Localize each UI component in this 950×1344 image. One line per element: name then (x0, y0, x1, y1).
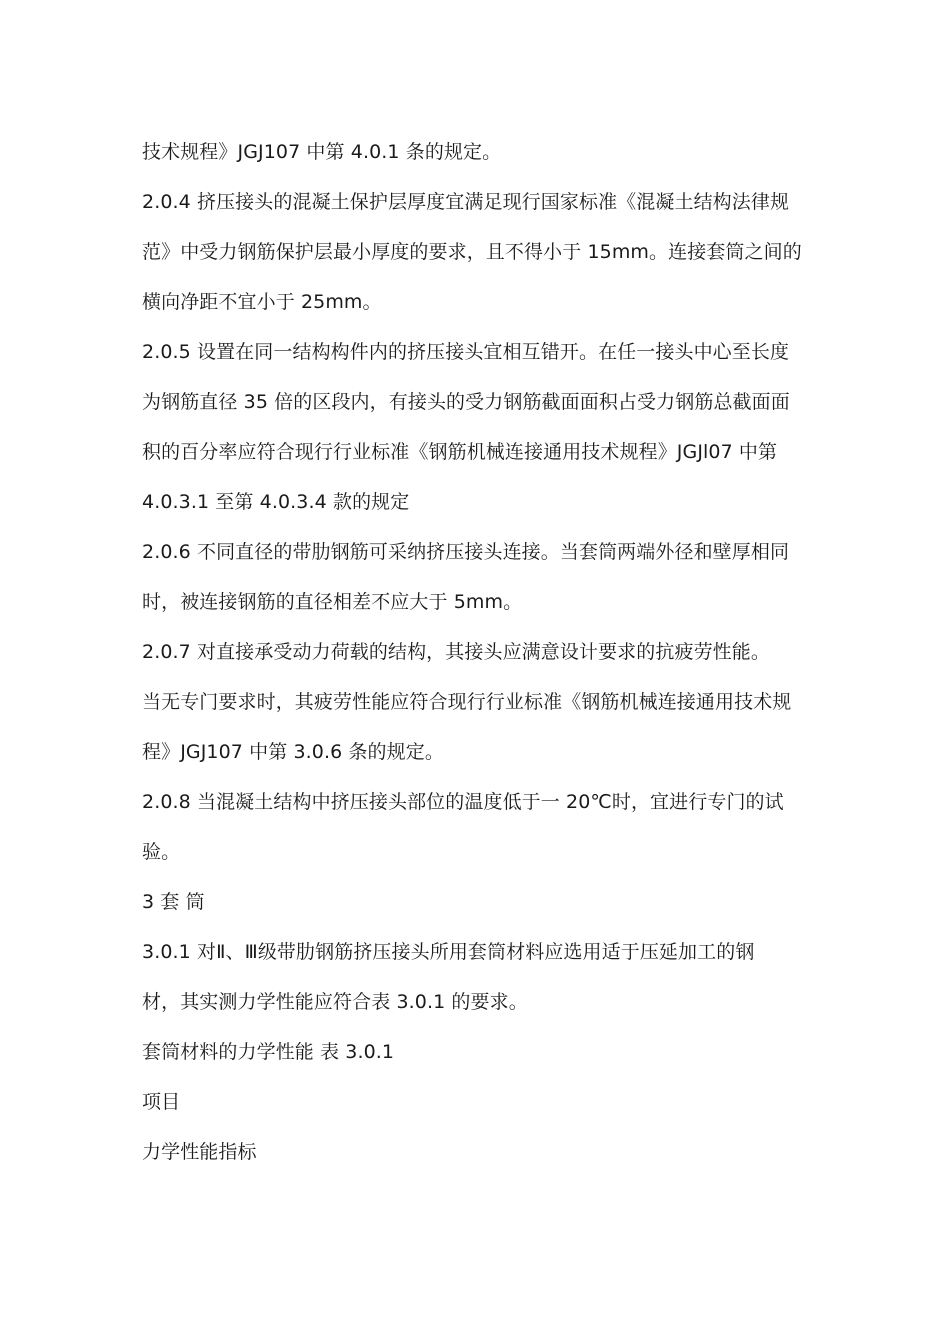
text-line: 当无专门要求时，其疲劳性能应符合现行行业标准《钢筋机械连接通用技术规 (142, 691, 792, 713)
text-line: 3.0.1 对Ⅱ、Ⅲ级带肋钢筋挤压接头所用套筒材料应选用适于压延加工的钢 (142, 941, 755, 963)
table-caption: 套筒材料的力学性能 表 3.0.1 (142, 1041, 395, 1063)
section-heading: 3 套 筒 (142, 891, 205, 913)
text-line: 2.0.5 设置在同一结构构件内的挤压接头宜相互错开。在任一接头中心至长度 (142, 341, 790, 363)
text-line: 时，被连接钢筋的直径相差不应大于 5mm。 (142, 591, 523, 613)
text-line: 积的百分率应符合现行行业标准《钢筋机械连接通用技术规程》JGJl07 中第 (142, 441, 778, 463)
text-line: 2.0.7 对直接承受动力荷载的结构，其接头应满意设计要求的抗疲劳性能。 (142, 641, 770, 663)
document-body (142, 132, 810, 1182)
text-line: 2.0.6 不同直径的带肋钢筋可采纳挤压接头连接。当套筒两端外径和壁厚相同 (142, 541, 790, 563)
text-line: 2.0.8 当混凝土结构中挤压接头部位的温度低于一 20℃时，宜进行专门的试 (142, 791, 784, 813)
text-line: 横向净距不宜小于 25mm。 (142, 291, 382, 313)
table-header-item: 项目 (142, 1091, 181, 1113)
text-line: 为钢筋直径 35 倍的区段内，有接头的受力钢筋截面面积占受力钢筋总截面面 (142, 391, 790, 413)
text-line: 程》JGJ107 中第 3.0.6 条的规定。 (142, 741, 444, 763)
text-line: 材，其实测力学性能应符合表 3.0.1 的要求。 (142, 991, 528, 1013)
text-line: 范》中受力钢筋保护层最小厚度的要求，且不得小于 15mm。连接套筒之间的 (142, 241, 802, 263)
text-line: 4.0.3.1 至第 4.0.3.4 款的规定 (142, 491, 410, 513)
text-line: 验。 (142, 841, 181, 863)
text-line: 2.0.4 挤压接头的混凝土保护层厚度宜满足现行国家标准《混凝土结构法律规 (142, 191, 790, 213)
text-line: 技术规程》JGJ107 中第 4.0.1 条的规定。 (142, 141, 502, 163)
table-header-metric: 力学性能指标 (142, 1141, 257, 1163)
